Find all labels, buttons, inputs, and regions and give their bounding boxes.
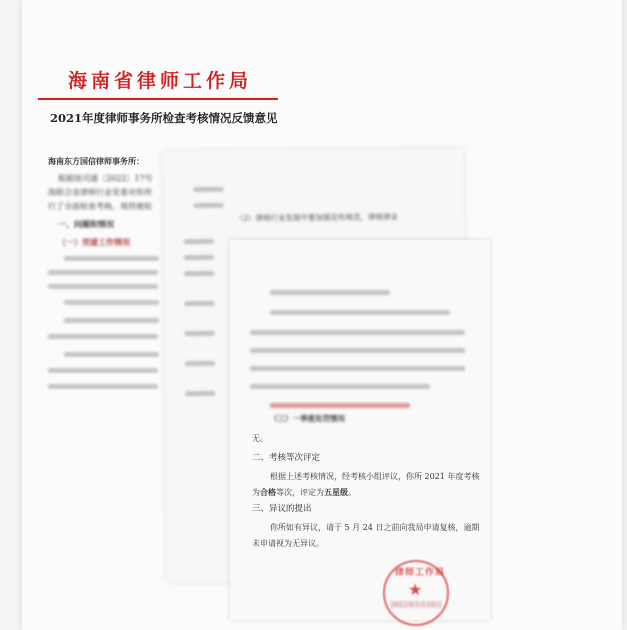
text-line	[185, 331, 215, 336]
text-line	[64, 256, 159, 261]
text-line	[184, 301, 214, 306]
sub-heading: （三）一季度处罚情况	[270, 414, 345, 423]
objection-line: 未申请视为无异议。	[252, 539, 324, 548]
stamp-date: 2022年5月16日	[390, 601, 443, 609]
text-line	[64, 352, 159, 357]
text-line	[48, 384, 158, 389]
intro-line: 根据琼司通〔2022〕17号	[58, 174, 153, 183]
result-prefix: 为	[252, 488, 260, 497]
text-line	[64, 300, 159, 305]
sub-heading: （一）党建工作情况	[58, 237, 130, 247]
objection-line: 你所如有异议，请于 5 月 24 日之前向我局申请复核，逾期	[270, 523, 480, 532]
result-grade: 合格	[260, 487, 276, 497]
text-line	[184, 271, 214, 276]
result-mid: 等次，评定为	[276, 488, 324, 497]
text-line	[184, 239, 214, 244]
text-line	[185, 361, 215, 366]
result-star: 五星级	[324, 487, 348, 497]
intro-line: 海联合省律师行业党委对你所	[48, 188, 152, 197]
result-line: 根据上述考核情况，经考核小组评议，你所 2021 年度考核	[270, 472, 480, 481]
text-line	[270, 290, 390, 295]
section-heading: 一、问题和情况	[58, 219, 114, 229]
text-line	[194, 203, 224, 208]
addressee: 海南东方国信律师事务所：	[48, 156, 144, 166]
text-line	[270, 403, 410, 408]
text-line	[48, 270, 158, 275]
official-seal	[383, 560, 449, 626]
text-line	[48, 284, 158, 289]
text-line	[250, 348, 465, 353]
result-end: 。	[348, 488, 356, 497]
text-line	[64, 318, 159, 323]
text-line	[250, 330, 465, 335]
text-line	[184, 255, 214, 260]
result-line	[252, 487, 356, 498]
letterhead-divider	[38, 98, 278, 100]
front-page	[230, 240, 490, 620]
text-line	[48, 334, 158, 339]
text-line	[48, 368, 158, 373]
document-title: 2021年度律师事务所检查考核情况反馈意见	[50, 111, 278, 125]
none-label: 无。	[252, 434, 268, 443]
text-line	[270, 310, 450, 315]
seal-text: 律师工作局	[395, 568, 446, 578]
agency-letterhead: 海南省律师工作局	[68, 70, 253, 92]
section-heading: 二、考核等次评定	[252, 453, 321, 463]
text-line	[193, 187, 223, 192]
intro-line: 行了全面检查考核。观将被检	[48, 202, 152, 211]
star-icon: ★	[408, 580, 423, 599]
para-fragment: （2）律师行业发展中要加强宣传规范，律师律业	[235, 212, 399, 223]
text-line	[185, 391, 215, 396]
text-line	[250, 384, 430, 389]
section-heading: 三、异议的提出	[252, 504, 312, 514]
text-line	[250, 366, 465, 371]
